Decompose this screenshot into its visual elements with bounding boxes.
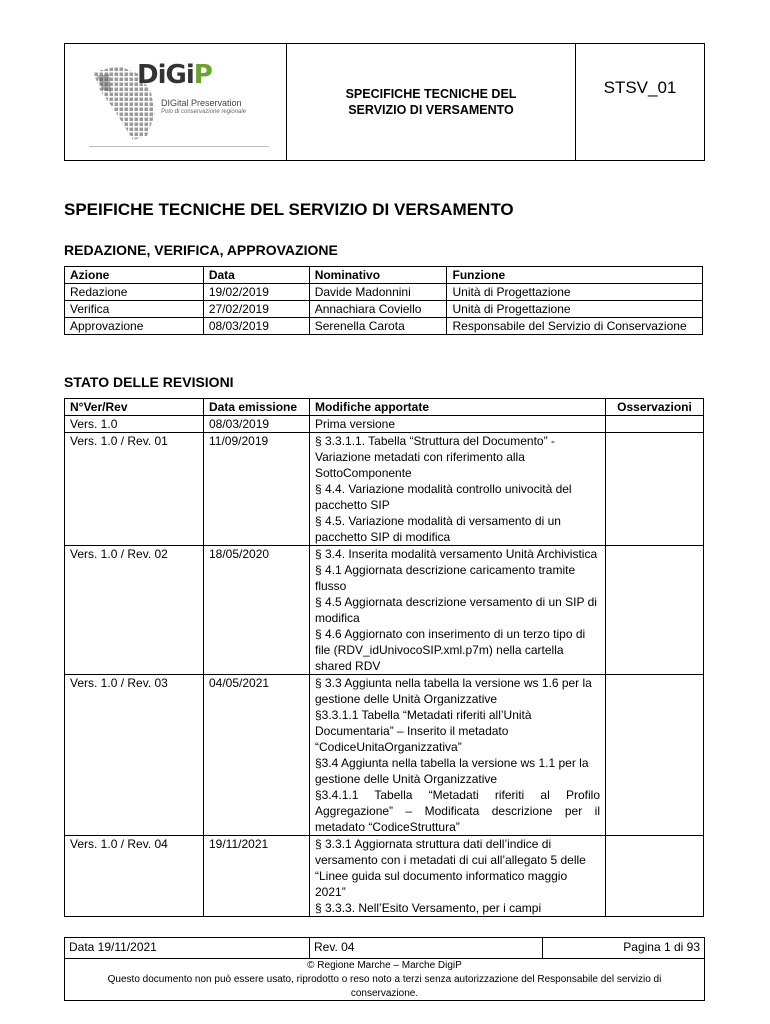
cell-notes (606, 433, 704, 546)
table-row (65, 284, 703, 301)
cell-ver: Vers. 1.0 / Rev. 01 (65, 433, 204, 546)
col-date: Data emissione (204, 399, 310, 416)
cell-azione: Approvazione (65, 318, 204, 335)
cell-ver: Vers. 1.0 / Rev. 04 (65, 836, 204, 917)
cell-ver: Vers. 1.0 / Rev. 03 (65, 675, 204, 836)
approval-heading: REDAZIONE, VERIFICA, APPROVAZIONE (64, 242, 338, 258)
table-row (65, 836, 704, 917)
change-item: § 4.6 Aggiornato con inserimento di un terzo tipo di file (RDV_idUnivocoSIP.xml.p7m) nella cartella shared RDV (315, 627, 586, 673)
col-notes: Osservazioni (606, 399, 704, 416)
revisions-header-row (65, 399, 704, 416)
change-item: § 3.3.1 Aggiornata struttura dati dell’indice di versamento con i metadati di cui all’allegato 5 delle “Linee guida sul documento informatico maggio 2021” (315, 837, 586, 899)
col-ver: N°Ver/Rev (65, 399, 204, 416)
table-row (65, 301, 703, 318)
change-item: § 3.3.1.1. Tabella “Struttura del Documento” - Variazione metadati con riferimento alla SottoComponente (315, 434, 555, 480)
logo-wordmark: DiGiP (137, 60, 212, 90)
logo-subtitle: DIGital Preservation (161, 98, 242, 108)
document-header (64, 43, 705, 161)
cell-date: 18/05/2020 (204, 546, 310, 675)
table-row (65, 318, 703, 335)
footer-copyright: © Regione Marche – Marche DigiP (307, 960, 462, 971)
cell-notes (606, 675, 704, 836)
document-footer (64, 937, 705, 1001)
table-row (65, 433, 704, 546)
change-item: § 3.3 Aggiunta nella tabella la versione ws 1.6 per la gestione delle Unità Organizzative (315, 676, 592, 706)
cell-date: 04/05/2021 (204, 675, 310, 836)
col-azione: Azione (65, 267, 204, 284)
footer-notice: Questo documento non può essere usato, riprodotto o reso noto a terzi senza autorizzazione del Responsabile del servizio di conservazione. (107, 974, 662, 999)
cell-date: 19/11/2021 (204, 836, 310, 917)
change-item: §3.4.1.1 Tabella “Metadati riferiti al Profilo Aggregazione” – Modificata descrizione per il metadato “CodiceStruttura” (315, 788, 600, 834)
cell-changes (310, 416, 606, 433)
footer-revision: Rev. 04 (310, 938, 543, 958)
cell-notes (606, 546, 704, 675)
change-item: § 4.1 Aggiornata descrizione caricamento tramite flusso (315, 563, 576, 593)
change-item: § 4.5. Variazione modalità di versamento di un pacchetto SIP di modifica (315, 514, 561, 544)
cell-azione: Verifica (65, 301, 204, 318)
table-row (65, 416, 704, 433)
col-funzione: Funzione (447, 267, 703, 284)
col-data: Data (203, 267, 309, 284)
cell-nominativo: Davide Madonnini (309, 284, 447, 301)
logo-cell (65, 44, 287, 160)
cell-date: 11/09/2019 (204, 433, 310, 546)
cell-nominativo: Serenella Carota (309, 318, 447, 335)
cell-changes (310, 836, 606, 917)
cell-data: 27/02/2019 (203, 301, 309, 318)
cell-data: 08/03/2019 (203, 318, 309, 335)
cell-funzione: Responsabile del Servizio di Conservazione (447, 318, 703, 335)
cell-changes (310, 546, 606, 675)
logo-tagline: Polo di conservazione regionale (161, 109, 247, 115)
cell-funzione: Unità di Progettazione (447, 284, 703, 301)
cell-notes (606, 836, 704, 917)
document-title: SPEIFICHE TECNICHE DEL SERVIZIO DI VERSAMENTO (64, 200, 514, 219)
change-item: §3.3.1.1 Tabella “Metadati riferiti all’Unità Documentaria” – Inserito il metadato “CodiceUnitaOrganizzativa” (315, 708, 532, 754)
digip-logo (89, 58, 269, 148)
revisions-table (64, 398, 704, 917)
change-item: §3.4 Aggiunta nella tabella la versione ws 1.1 per la gestione delle Unità Organizzative (315, 756, 589, 786)
footer-page-number: Pagina 1 di 93 (623, 940, 700, 954)
footer-date: Data 19/11/2021 (65, 938, 310, 958)
revisions-heading: STATO DELLE REVISIONI (64, 374, 234, 390)
document-code: STSV_01 (603, 78, 677, 97)
cell-notes (606, 416, 704, 433)
approval-table (64, 266, 703, 335)
cell-azione: Redazione (65, 284, 204, 301)
footer-row (65, 938, 704, 959)
footer-notice-block (65, 958, 704, 1002)
col-nominativo: Nominativo (309, 267, 447, 284)
header-title: SPECIFICHE TECNICHE DEL SERVIZIO DI VERSAMENTO (287, 44, 576, 160)
change-item: Prima versione (315, 417, 396, 431)
cell-nominativo: Annachiara Coviello (309, 301, 447, 318)
change-item: § 3.4. Inserita modalità versamento Unità Archivistica (315, 547, 598, 561)
cell-changes (310, 433, 606, 546)
cell-ver: Vers. 1.0 / Rev. 02 (65, 546, 204, 675)
change-item: § 4.4. Variazione modalità controllo univocità del pacchetto SIP (315, 482, 572, 512)
change-item: § 3.3.3. Nell’Esito Versamento, per i campi (315, 901, 542, 915)
cell-ver: Vers. 1.0 (65, 416, 204, 433)
cell-data: 19/02/2019 (203, 284, 309, 301)
cell-changes (310, 675, 606, 836)
approval-header-row (65, 267, 703, 284)
logo-divider (89, 146, 269, 147)
table-row (65, 546, 704, 675)
col-changes: Modifiche apportate (310, 399, 606, 416)
table-row (65, 675, 704, 836)
change-item: § 4.5 Aggiornata descrizione versamento di un SIP di modifica (315, 595, 597, 625)
cell-date: 08/03/2019 (204, 416, 310, 433)
cell-funzione: Unità di Progettazione (447, 301, 703, 318)
